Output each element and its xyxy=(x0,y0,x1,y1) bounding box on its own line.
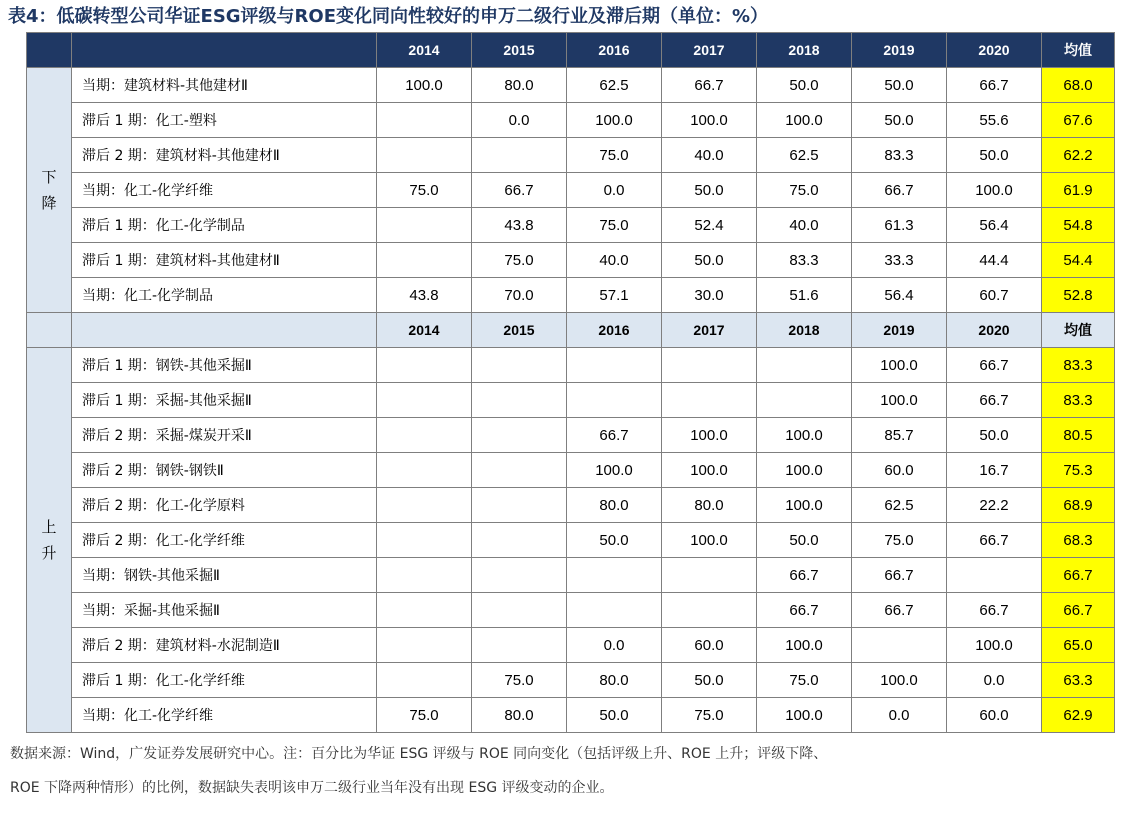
row-label: 滞后 2 期：化工-化学原料 xyxy=(72,488,377,523)
row-label: 滞后 1 期：采掘-其他采掘Ⅱ xyxy=(72,383,377,418)
value-cell: 43.8 xyxy=(472,208,567,243)
value-cell: 100.0 xyxy=(947,628,1042,663)
value-cell: 60.0 xyxy=(852,453,947,488)
source-note-line2: ROE 下降两种情形）的比例，数据缺失表明该申万二级行业当年没有出现 ESG 评级变动的企业。 xyxy=(10,780,614,796)
table-row xyxy=(27,383,1115,418)
table-row xyxy=(27,103,1115,138)
value-cell xyxy=(377,593,472,628)
group-label-char: 上 xyxy=(41,518,57,536)
value-cell: 75.0 xyxy=(852,523,947,558)
value-cell: 50.0 xyxy=(662,663,757,698)
group-label-char: 升 xyxy=(41,544,57,562)
row-label: 当期：钢铁-其他采掘Ⅱ xyxy=(72,558,377,593)
column-header: 2019 xyxy=(852,313,947,348)
column-header: 2014 xyxy=(377,33,472,68)
value-cell: 75.0 xyxy=(472,243,567,278)
row-label: 当期：化工-化学纤维 xyxy=(72,698,377,733)
value-cell: 100.0 xyxy=(757,418,852,453)
table-row xyxy=(27,558,1115,593)
average-cell: 68.3 xyxy=(1042,523,1115,558)
value-cell: 50.0 xyxy=(567,698,662,733)
value-cell: 40.0 xyxy=(662,138,757,173)
group-label xyxy=(27,348,72,733)
value-cell xyxy=(377,138,472,173)
row-label: 滞后 2 期：化工-化学纤维 xyxy=(72,523,377,558)
value-cell xyxy=(472,628,567,663)
group-label xyxy=(27,68,72,313)
value-cell: 50.0 xyxy=(567,523,662,558)
value-cell xyxy=(377,243,472,278)
value-cell: 83.3 xyxy=(852,138,947,173)
header-row xyxy=(27,33,1115,68)
value-cell xyxy=(852,628,947,663)
average-cell: 63.3 xyxy=(1042,663,1115,698)
value-cell xyxy=(472,523,567,558)
average-cell: 62.2 xyxy=(1042,138,1115,173)
value-cell xyxy=(377,103,472,138)
value-cell: 50.0 xyxy=(852,68,947,103)
value-cell: 100.0 xyxy=(377,68,472,103)
value-cell xyxy=(472,558,567,593)
value-cell: 60.0 xyxy=(662,628,757,663)
average-cell: 66.7 xyxy=(1042,593,1115,628)
value-cell: 62.5 xyxy=(567,68,662,103)
table-row xyxy=(27,173,1115,208)
value-cell xyxy=(757,348,852,383)
value-cell: 100.0 xyxy=(757,488,852,523)
column-header: 2015 xyxy=(472,33,567,68)
table-row xyxy=(27,488,1115,523)
subheader-row xyxy=(27,313,1115,348)
average-cell: 68.0 xyxy=(1042,68,1115,103)
source-note-line1: 数据来源：Wind，广发证券发展研究中心。注：百分比为华证 ESG 评级与 ROE 同向变化（包括评级上升、ROE 上升；评级下降、 xyxy=(10,746,828,762)
value-cell: 75.0 xyxy=(567,208,662,243)
value-cell: 80.0 xyxy=(567,488,662,523)
value-cell xyxy=(472,348,567,383)
average-cell: 61.9 xyxy=(1042,173,1115,208)
value-cell xyxy=(662,558,757,593)
average-cell: 65.0 xyxy=(1042,628,1115,663)
value-cell: 100.0 xyxy=(757,628,852,663)
table-row xyxy=(27,278,1115,313)
value-cell: 66.7 xyxy=(852,173,947,208)
subheader-corner xyxy=(27,313,72,348)
value-cell xyxy=(947,558,1042,593)
header-label-cell xyxy=(72,33,377,68)
value-cell xyxy=(662,593,757,628)
value-cell: 100.0 xyxy=(662,418,757,453)
average-cell: 54.8 xyxy=(1042,208,1115,243)
row-label: 滞后 2 期：建筑材料-水泥制造Ⅱ xyxy=(72,628,377,663)
row-label: 滞后 2 期：建筑材料-其他建材Ⅱ xyxy=(72,138,377,173)
value-cell xyxy=(377,348,472,383)
value-cell xyxy=(377,523,472,558)
value-cell: 0.0 xyxy=(472,103,567,138)
value-cell: 66.7 xyxy=(757,593,852,628)
row-label: 滞后 2 期：采掘-煤炭开采Ⅱ xyxy=(72,418,377,453)
value-cell xyxy=(377,208,472,243)
value-cell: 57.1 xyxy=(567,278,662,313)
column-header: 2018 xyxy=(757,33,852,68)
row-label: 滞后 1 期：建筑材料-其他建材Ⅱ xyxy=(72,243,377,278)
table-row xyxy=(27,68,1115,103)
value-cell xyxy=(377,488,472,523)
value-cell: 0.0 xyxy=(567,628,662,663)
value-cell: 50.0 xyxy=(947,138,1042,173)
value-cell: 100.0 xyxy=(757,698,852,733)
value-cell xyxy=(662,383,757,418)
value-cell: 66.7 xyxy=(852,558,947,593)
value-cell: 51.6 xyxy=(757,278,852,313)
value-cell: 75.0 xyxy=(757,663,852,698)
average-cell: 68.9 xyxy=(1042,488,1115,523)
value-cell xyxy=(567,593,662,628)
table-row xyxy=(27,243,1115,278)
value-cell xyxy=(472,383,567,418)
row-label: 滞后 1 期：化工-化学纤维 xyxy=(72,663,377,698)
value-cell: 61.3 xyxy=(852,208,947,243)
value-cell: 80.0 xyxy=(567,663,662,698)
value-cell: 50.0 xyxy=(757,68,852,103)
value-cell xyxy=(567,383,662,418)
row-label: 当期：建筑材料-其他建材Ⅱ xyxy=(72,68,377,103)
table-row xyxy=(27,523,1115,558)
value-cell: 0.0 xyxy=(852,698,947,733)
value-cell: 40.0 xyxy=(757,208,852,243)
column-header: 2019 xyxy=(852,33,947,68)
column-header: 2016 xyxy=(567,33,662,68)
value-cell: 50.0 xyxy=(852,103,947,138)
table-row xyxy=(27,698,1115,733)
value-cell: 75.0 xyxy=(377,698,472,733)
row-label: 滞后 1 期：钢铁-其他采掘Ⅱ xyxy=(72,348,377,383)
column-header: 2015 xyxy=(472,313,567,348)
value-cell: 50.0 xyxy=(662,243,757,278)
value-cell: 100.0 xyxy=(567,453,662,488)
value-cell: 80.0 xyxy=(472,68,567,103)
value-cell xyxy=(377,558,472,593)
value-cell xyxy=(567,348,662,383)
row-label: 当期：采掘-其他采掘Ⅱ xyxy=(72,593,377,628)
table-title: 表4：低碳转型公司华证ESG评级与ROE变化同向性较好的申万二级行业及滞后期（单位：%） xyxy=(8,6,769,27)
row-label: 滞后 1 期：化工-塑料 xyxy=(72,103,377,138)
value-cell: 100.0 xyxy=(947,173,1042,208)
value-cell xyxy=(662,348,757,383)
column-header: 2020 xyxy=(947,313,1042,348)
row-label: 滞后 1 期：化工-化学制品 xyxy=(72,208,377,243)
value-cell xyxy=(377,628,472,663)
table-row xyxy=(27,348,1115,383)
value-cell xyxy=(472,593,567,628)
value-cell: 66.7 xyxy=(662,68,757,103)
value-cell: 50.0 xyxy=(662,173,757,208)
value-cell xyxy=(377,383,472,418)
column-header: 2017 xyxy=(662,313,757,348)
value-cell: 66.7 xyxy=(947,68,1042,103)
value-cell xyxy=(377,663,472,698)
value-cell: 66.7 xyxy=(852,593,947,628)
value-cell: 16.7 xyxy=(947,453,1042,488)
value-cell xyxy=(567,558,662,593)
value-cell: 40.0 xyxy=(567,243,662,278)
value-cell: 66.7 xyxy=(947,523,1042,558)
column-header: 均值 xyxy=(1042,313,1115,348)
group-label-char: 下 xyxy=(41,168,57,186)
average-cell: 62.9 xyxy=(1042,698,1115,733)
value-cell: 85.7 xyxy=(852,418,947,453)
value-cell: 60.7 xyxy=(947,278,1042,313)
value-cell xyxy=(472,138,567,173)
value-cell xyxy=(472,488,567,523)
value-cell xyxy=(472,418,567,453)
value-cell: 0.0 xyxy=(567,173,662,208)
average-cell: 54.4 xyxy=(1042,243,1115,278)
table-row xyxy=(27,208,1115,243)
value-cell: 62.5 xyxy=(852,488,947,523)
average-cell: 80.5 xyxy=(1042,418,1115,453)
value-cell: 60.0 xyxy=(947,698,1042,733)
table-row xyxy=(27,628,1115,663)
value-cell xyxy=(757,383,852,418)
header-corner xyxy=(27,33,72,68)
value-cell: 50.0 xyxy=(947,418,1042,453)
average-cell: 66.7 xyxy=(1042,558,1115,593)
value-cell: 75.0 xyxy=(377,173,472,208)
column-header: 2014 xyxy=(377,313,472,348)
table-row xyxy=(27,593,1115,628)
value-cell: 100.0 xyxy=(662,103,757,138)
value-cell: 0.0 xyxy=(947,663,1042,698)
value-cell: 80.0 xyxy=(472,698,567,733)
average-cell: 83.3 xyxy=(1042,383,1115,418)
value-cell: 66.7 xyxy=(947,383,1042,418)
column-header: 2016 xyxy=(567,313,662,348)
value-cell: 66.7 xyxy=(567,418,662,453)
row-label: 滞后 2 期：钢铁-钢铁Ⅱ xyxy=(72,453,377,488)
value-cell: 22.2 xyxy=(947,488,1042,523)
value-cell: 66.7 xyxy=(757,558,852,593)
table-row xyxy=(27,453,1115,488)
value-cell: 100.0 xyxy=(567,103,662,138)
value-cell: 100.0 xyxy=(852,383,947,418)
value-cell: 50.0 xyxy=(757,523,852,558)
average-cell: 83.3 xyxy=(1042,348,1115,383)
table-row xyxy=(27,138,1115,173)
column-header: 2020 xyxy=(947,33,1042,68)
value-cell: 52.4 xyxy=(662,208,757,243)
column-header: 2018 xyxy=(757,313,852,348)
average-cell: 75.3 xyxy=(1042,453,1115,488)
value-cell: 62.5 xyxy=(757,138,852,173)
value-cell xyxy=(472,453,567,488)
average-cell: 67.6 xyxy=(1042,103,1115,138)
value-cell: 83.3 xyxy=(757,243,852,278)
value-cell: 33.3 xyxy=(852,243,947,278)
table-row xyxy=(27,418,1115,453)
value-cell: 100.0 xyxy=(662,523,757,558)
value-cell: 100.0 xyxy=(757,103,852,138)
data-table xyxy=(26,32,1115,733)
table-row xyxy=(27,663,1115,698)
value-cell: 70.0 xyxy=(472,278,567,313)
value-cell: 75.0 xyxy=(757,173,852,208)
value-cell: 66.7 xyxy=(947,593,1042,628)
value-cell: 56.4 xyxy=(947,208,1042,243)
value-cell: 43.8 xyxy=(377,278,472,313)
row-label: 当期：化工-化学纤维 xyxy=(72,173,377,208)
value-cell: 75.0 xyxy=(567,138,662,173)
value-cell: 30.0 xyxy=(662,278,757,313)
row-label: 当期：化工-化学制品 xyxy=(72,278,377,313)
value-cell: 75.0 xyxy=(472,663,567,698)
value-cell: 66.7 xyxy=(472,173,567,208)
value-cell: 100.0 xyxy=(757,453,852,488)
value-cell: 75.0 xyxy=(662,698,757,733)
value-cell: 100.0 xyxy=(852,663,947,698)
column-header: 2017 xyxy=(662,33,757,68)
value-cell: 80.0 xyxy=(662,488,757,523)
value-cell: 44.4 xyxy=(947,243,1042,278)
value-cell: 56.4 xyxy=(852,278,947,313)
value-cell: 100.0 xyxy=(852,348,947,383)
average-cell: 52.8 xyxy=(1042,278,1115,313)
subheader-label-cell xyxy=(72,313,377,348)
value-cell: 55.6 xyxy=(947,103,1042,138)
value-cell: 100.0 xyxy=(662,453,757,488)
value-cell xyxy=(377,418,472,453)
value-cell xyxy=(377,453,472,488)
column-header: 均值 xyxy=(1042,33,1115,68)
value-cell: 66.7 xyxy=(947,348,1042,383)
group-label-char: 降 xyxy=(41,194,57,212)
